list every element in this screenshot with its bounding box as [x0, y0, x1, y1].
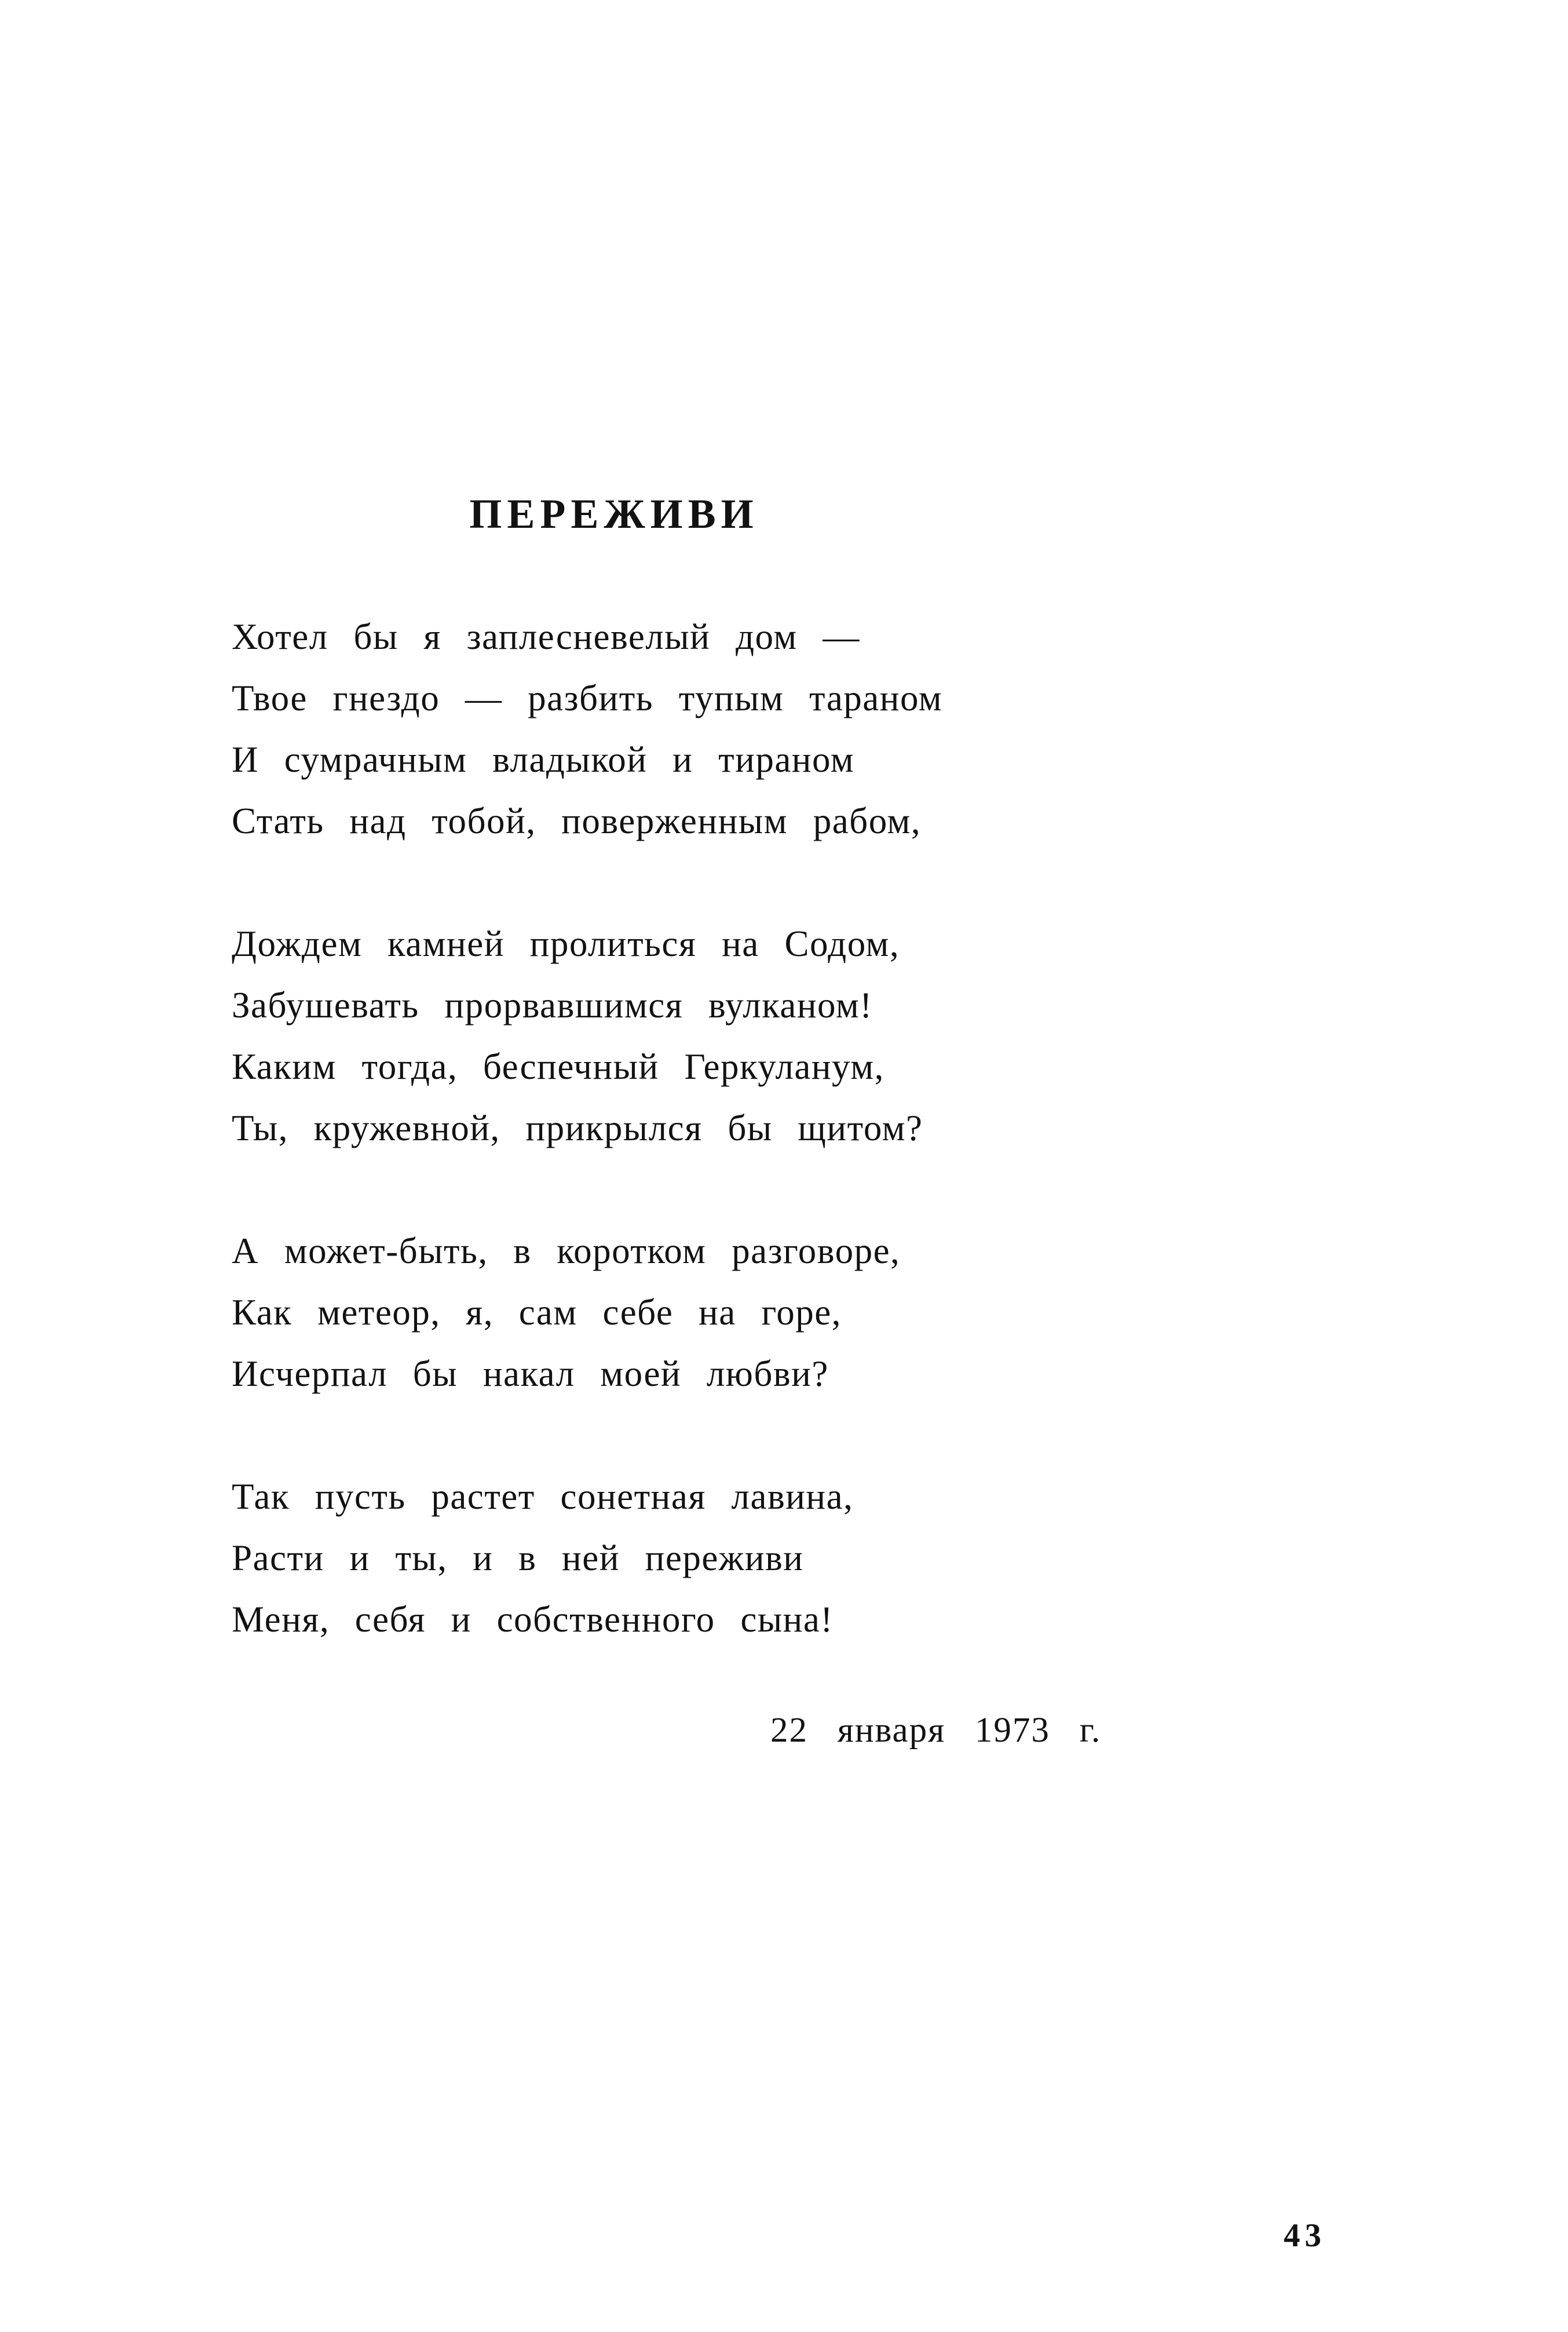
poem-line: Хотел бы я заплесневелый дом —	[232, 616, 860, 657]
poem-line: Каким тогда, беспечный Геркуланум,	[232, 1046, 884, 1087]
poem-body	[232, 606, 942, 1711]
poem-line: Как метеор, я, сам себе на горе,	[232, 1292, 842, 1333]
page-number: 43	[1284, 2217, 1326, 2254]
poem-line: Забушевать прорвавшимся вулканом!	[232, 985, 873, 1026]
poem-line: Стать над тобой, поверженным рабом,	[232, 801, 922, 841]
poem-line: И сумрачным владыкой и тираном	[232, 739, 855, 780]
stanza	[232, 1466, 942, 1650]
poem-line: Так пусть растет сонетная лавина,	[232, 1476, 854, 1517]
stanza	[232, 913, 942, 1159]
poem-line: Меня, себя и собственного сына!	[232, 1599, 834, 1640]
poem-line: А может-быть, в коротком разговоре,	[232, 1231, 901, 1271]
poem-line: Дождем камней пролиться на Содом,	[232, 924, 900, 964]
poem-date: 22 января 1973 г.	[770, 1711, 1102, 1750]
poem-line: Исчерпал бы накал моей любви?	[232, 1353, 829, 1394]
poem-line: Ты, кружевной, прикрылся бы щитом?	[232, 1108, 923, 1148]
poem-title: ПЕРЕЖИВИ	[469, 491, 759, 537]
poem-line: Расти и ты, и в ней переживи	[232, 1538, 804, 1578]
poem-line: Твое гнездо — разбить тупым тараном	[232, 678, 943, 718]
stanza	[232, 1220, 942, 1404]
stanza	[232, 606, 942, 852]
